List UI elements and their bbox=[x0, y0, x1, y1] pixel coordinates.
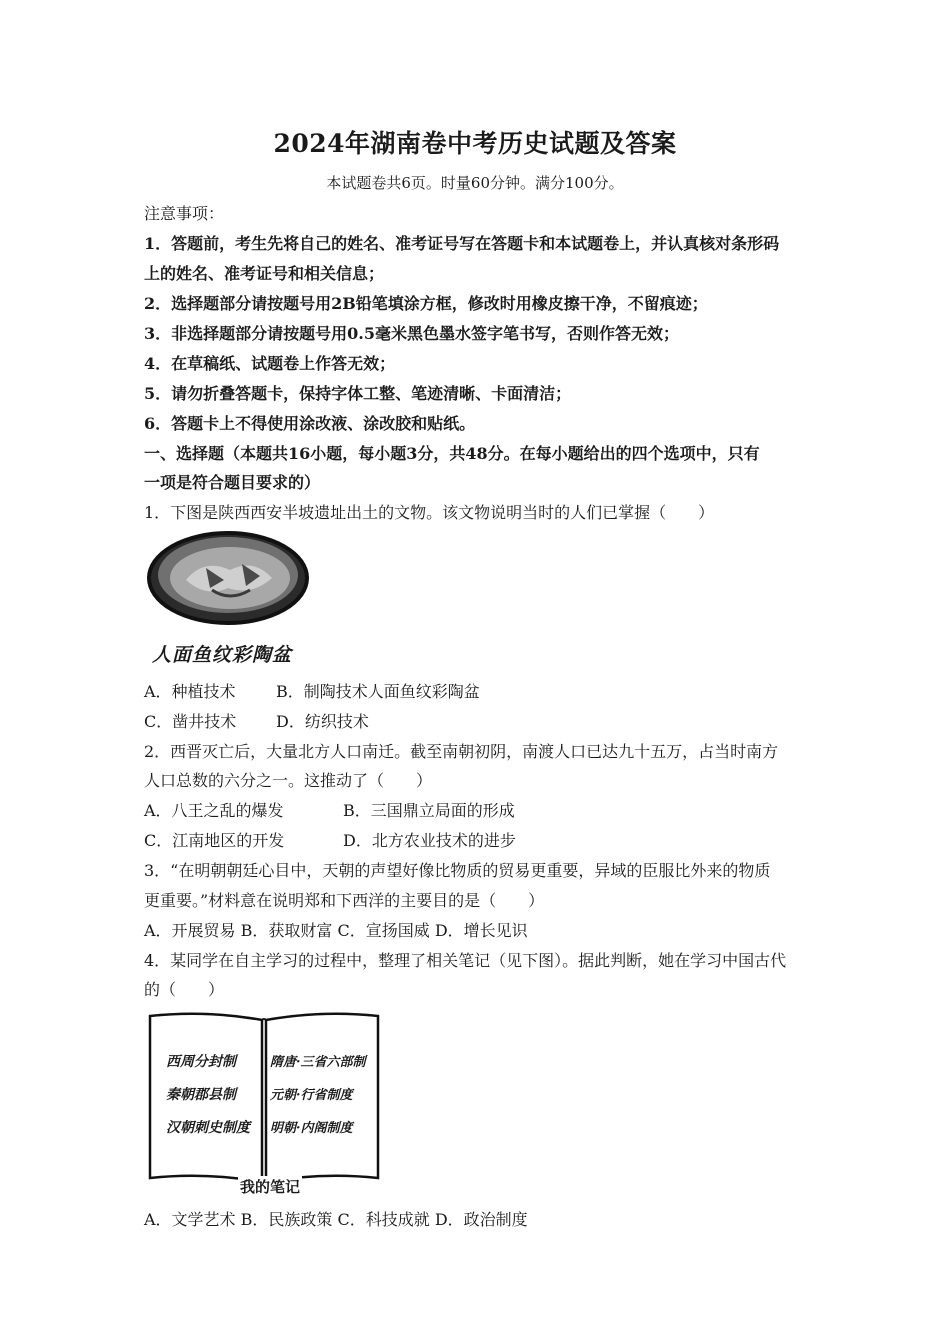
q3-stem: 3．“在明朝朝廷心目中，天朝的声望好像比物质的贸易更重要，异域的臣服比外来的物质 bbox=[144, 861, 771, 880]
exam-info: 本试题卷共6页。时量60分钟。满分100分。 bbox=[326, 174, 624, 192]
q4-stem: 4．某同学在自主学习的过程中，整理了相关笔记（见下图）。据此判断，她在学习中国古代 bbox=[144, 951, 787, 970]
notice-item: 1．答题前，考生先将自己的姓名、准考证号写在答题卡和本试题卷上，并认真核对条形码 bbox=[144, 234, 780, 253]
q2-stem: 2．西晋灭亡后，大量北方人口南迁。截至南朝初阴，南渡人口已达九十五万，占当时南方 bbox=[144, 742, 779, 761]
q2-option-b: B．三国鼎立局面的形成 bbox=[343, 801, 515, 820]
section-heading-cont: 一项是符合题目要求的） bbox=[144, 473, 321, 492]
q2-option-c: C．江南地区的开发 bbox=[144, 831, 285, 850]
q1-option-b: B．制陶技术人面鱼纹彩陶盆 bbox=[276, 682, 480, 701]
q4-stem-cont: 的（ ） bbox=[144, 980, 225, 999]
note-left-item: 汉朝刺史制度 bbox=[166, 1120, 250, 1136]
notice-item: 5．请勿折叠答题卡，保持字体工整、笔迹清晰、卡面清洁； bbox=[144, 384, 572, 403]
note-caption: 我的笔记 bbox=[240, 1178, 301, 1196]
note-right-item: 明朝·内阁制度 bbox=[270, 1121, 353, 1136]
note-left-item: 秦朝郡县制 bbox=[166, 1087, 236, 1103]
note-left-item: 西周分封制 bbox=[166, 1054, 236, 1070]
notice-heading: 注意事项： bbox=[144, 204, 225, 223]
pottery-basin-figure bbox=[146, 528, 312, 668]
q1-option-c: C．凿井技术 bbox=[144, 712, 237, 731]
pottery-basin-icon bbox=[146, 528, 312, 636]
notice-item: 3．非选择题部分请按题号用0.5毫米黑色墨水签字笔书写，否则作答无效； bbox=[144, 324, 679, 343]
q2-option-a: A．八王之乱的爆发 bbox=[144, 801, 284, 820]
q3-stem-cont: 更重要。”材料意在说明郑和下西洋的主要目的是（ ） bbox=[144, 891, 545, 910]
q2-option-d: D．北方农业技术的进步 bbox=[343, 831, 516, 850]
q2-stem-cont: 人口总数的六分之一。这推动了（ ） bbox=[144, 771, 433, 790]
q1-option-d: D．纺织技术 bbox=[276, 712, 369, 731]
q4-options: A．文学艺术 B．民族政策 C．科技成就 D．政治制度 bbox=[144, 1210, 528, 1229]
section-heading: 一、选择题（本题共16小题，每小题3分，共48分。在每小题给出的四个选项中，只有 bbox=[144, 444, 760, 463]
notice-item: 上的姓名、准考证号和相关信息； bbox=[144, 264, 385, 283]
notice-item: 4．在草稿纸、试题卷上作答无效； bbox=[144, 354, 396, 373]
note-right-item: 隋唐·三省六部制 bbox=[270, 1055, 366, 1070]
q3-options: A．开展贸易 B．获取财富 C．宣扬国威 D．增长见识 bbox=[144, 921, 528, 940]
page-title: 2024年湖南卷中考历史试题及答案 bbox=[273, 129, 677, 158]
q1-option-a: A．种植技术 bbox=[144, 682, 236, 701]
notice-item: 6．答题卡上不得使用涂改液、涂改胶和贴纸。 bbox=[144, 414, 476, 433]
q1-stem: 1．下图是陕西西安半坡遗址出土的文物。该文物说明当时的人们已掌握（ ） bbox=[144, 503, 715, 522]
note-right-item: 元朝·行省制度 bbox=[270, 1088, 353, 1103]
notebook-figure bbox=[146, 1010, 382, 1198]
notice-item: 2．选择题部分请按题号用2B铅笔填涂方框，修改时用橡皮擦干净，不留痕迹； bbox=[144, 294, 708, 313]
figure-caption: 人面鱼纹彩陶盆 bbox=[152, 644, 293, 666]
